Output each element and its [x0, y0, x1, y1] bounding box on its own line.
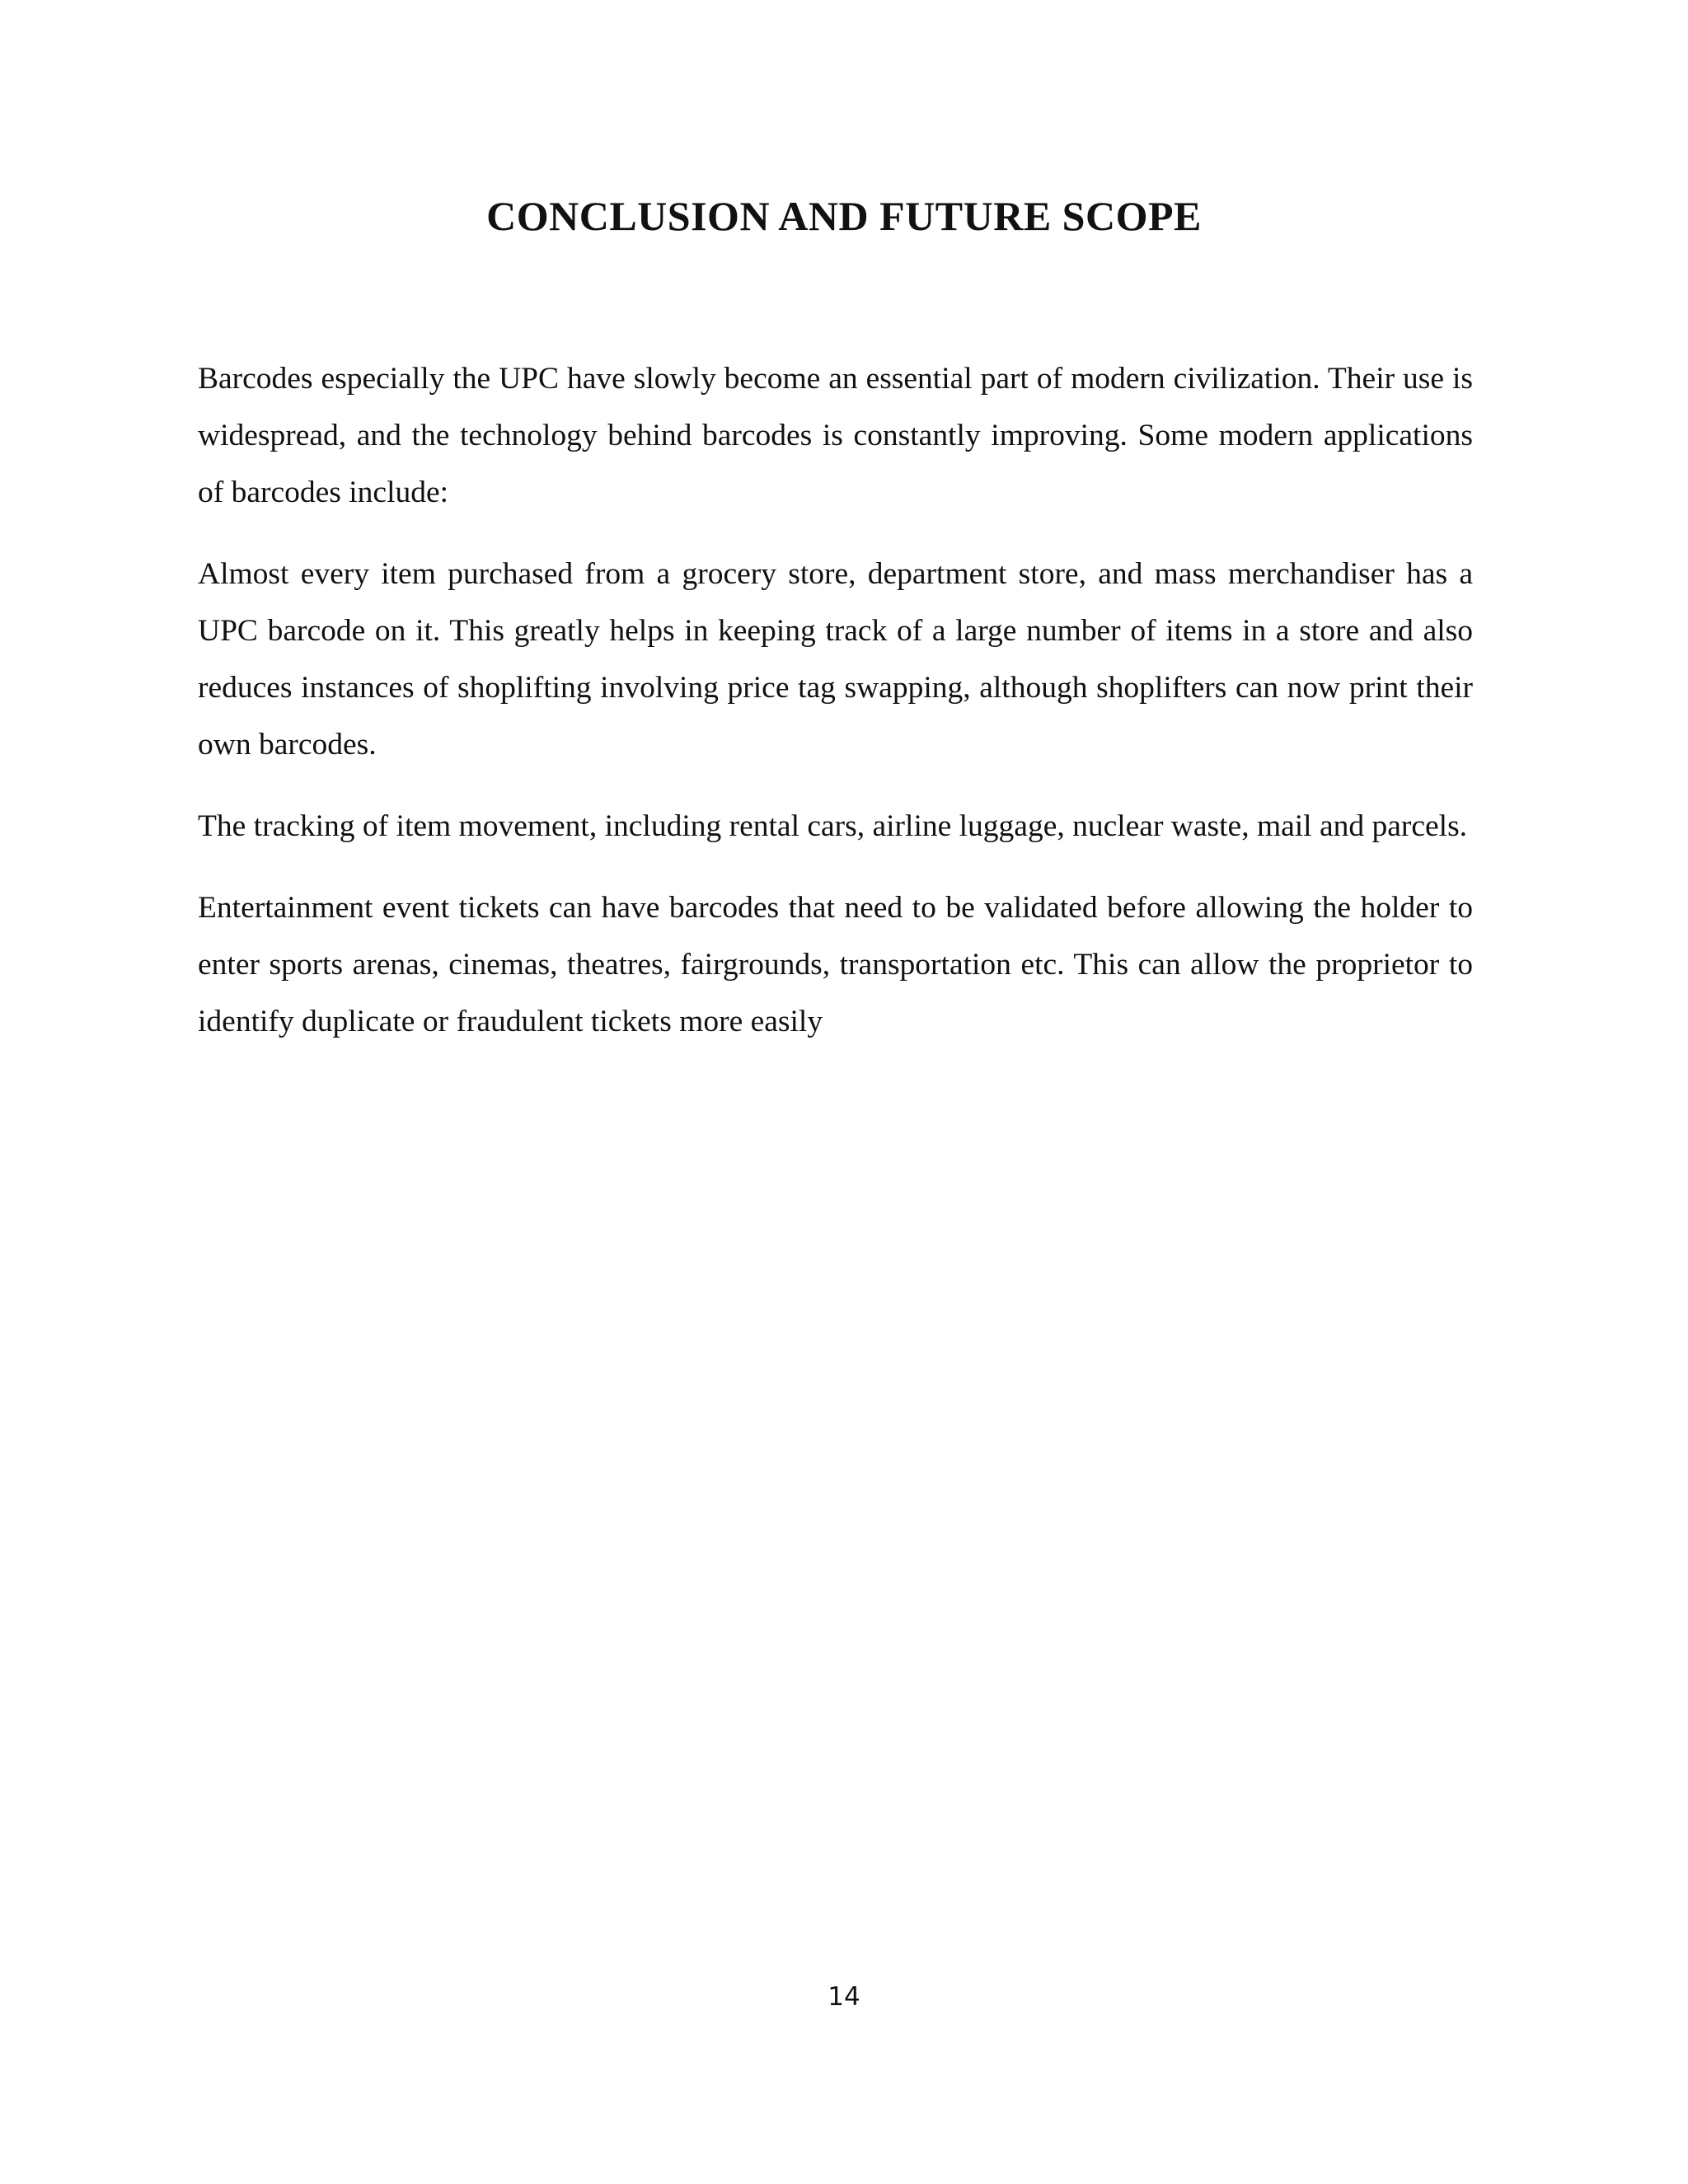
page-title: CONCLUSION AND FUTURE SCOPE — [486, 193, 1202, 239]
paragraph-retail: Almost every item purchased from a grocery store, department store, and mass merchandiser has a UPC barcode on it. This greatly helps in keeping track of a large number of items in a store and also reduces instances of shoplifting involving price tag swapping, although shoplifters can now print their own barcodes. — [198, 557, 1473, 762]
paragraph-intro: Barcodes especially the UPC have slowly become an essential part of modern civilization. Their use is widespread, and the technology behind barcodes is constantly improving. Some modern applications of barcodes include: — [198, 362, 1473, 509]
paragraph-tickets: Entertainment event tickets can have barcodes that need to be validated before allowing the holder to enter sports arenas, cinemas, theatres, fairgrounds, transportation etc. This can allow the proprietor to identify duplicate or fraudulent tickets more easily — [198, 891, 1473, 1038]
paragraph-tracking: The tracking of item movement, including rental cars, airline luggage, nuclear waste, mail and parcels. — [198, 809, 1468, 843]
page-number: 14 — [828, 1982, 860, 2012]
body-text — [198, 350, 1473, 1075]
